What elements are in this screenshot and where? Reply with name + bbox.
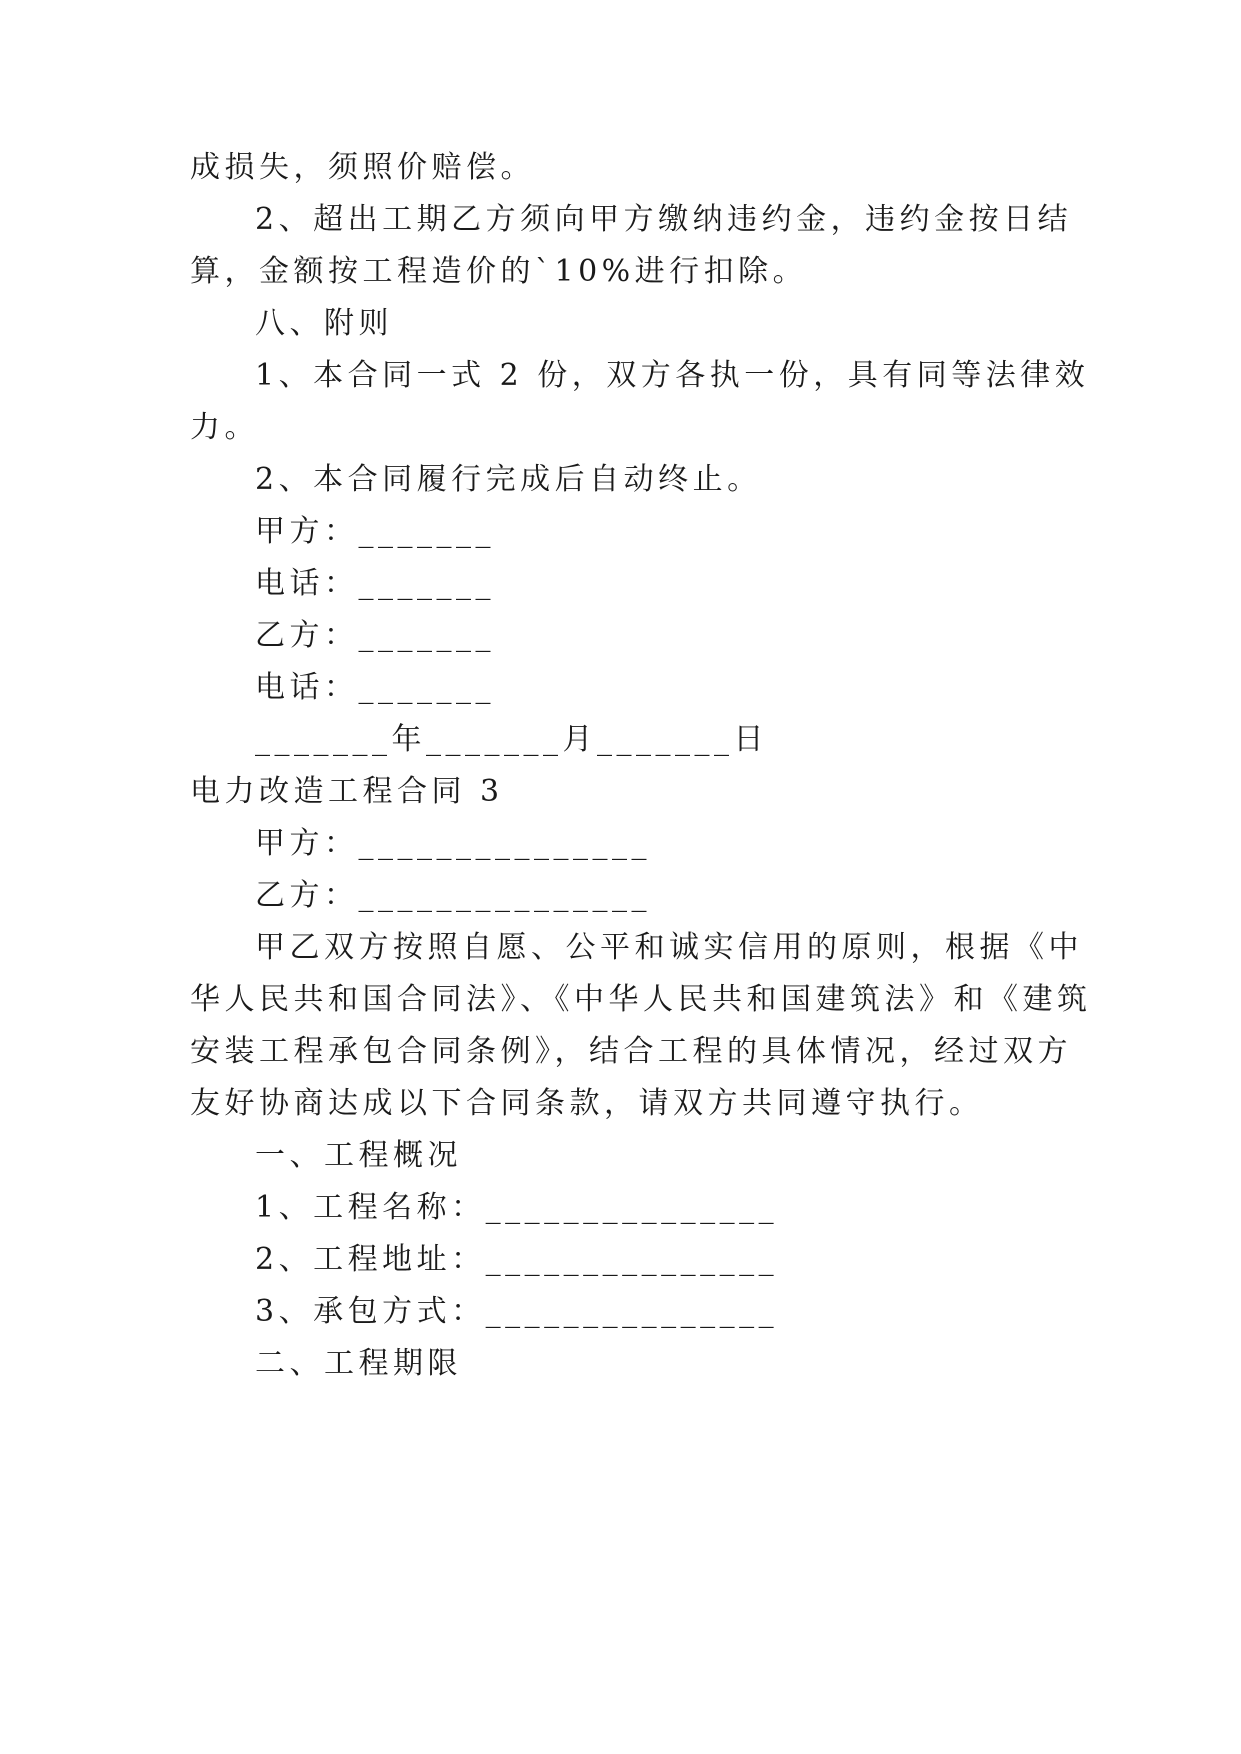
date-field: _______年_______月_______日 <box>255 722 768 757</box>
phone-field: 电话：_______ <box>255 566 495 601</box>
document-title: 电力改造工程合同 3 <box>190 774 504 809</box>
text-line: 安装工程承包合同条例》，结合工程的具体情况，经过双方 <box>190 1034 1072 1069</box>
text-line: 力。 <box>190 410 259 445</box>
section-heading: 八、附则 <box>255 306 393 341</box>
party-a-field: 甲方：_______________ <box>255 826 651 861</box>
party-a-field: 甲方：_______ <box>255 514 495 549</box>
phone-field: 电话：_______ <box>255 670 495 705</box>
text-line: 成损失，须照价赔偿。 <box>190 150 535 185</box>
contract-method-field: 3、承包方式：_______________ <box>255 1294 779 1329</box>
party-b-field: 乙方：_______ <box>255 618 495 653</box>
party-b-field: 乙方：_______________ <box>255 878 651 913</box>
text-line: 甲乙双方按照自愿、公平和诚实信用的原则，根据《中 <box>255 930 1083 965</box>
text-line: 友好协商达成以下合同条款，请双方共同遵守执行。 <box>190 1086 984 1121</box>
section-heading: 一、工程概况 <box>255 1138 462 1173</box>
text-line: 华人民共和国合同法》、《中华人民共和国建筑法》和《建筑 <box>190 982 1092 1017</box>
text-line: 算，金额按工程造价的`10%进行扣除。 <box>190 254 808 289</box>
project-address-field: 2、工程地址：_______________ <box>255 1242 779 1277</box>
text-line: 2、本合同履行完成后自动终止。 <box>255 462 762 497</box>
text-line: 2、超出工期乙方须向甲方缴纳违约金，违约金按日结 <box>255 202 1073 237</box>
section-heading: 二、工程期限 <box>255 1346 462 1381</box>
text-line: 1、本合同一式 2 份，双方各执一份，具有同等法律效 <box>255 358 1090 393</box>
project-name-field: 1、工程名称：_______________ <box>255 1190 779 1225</box>
